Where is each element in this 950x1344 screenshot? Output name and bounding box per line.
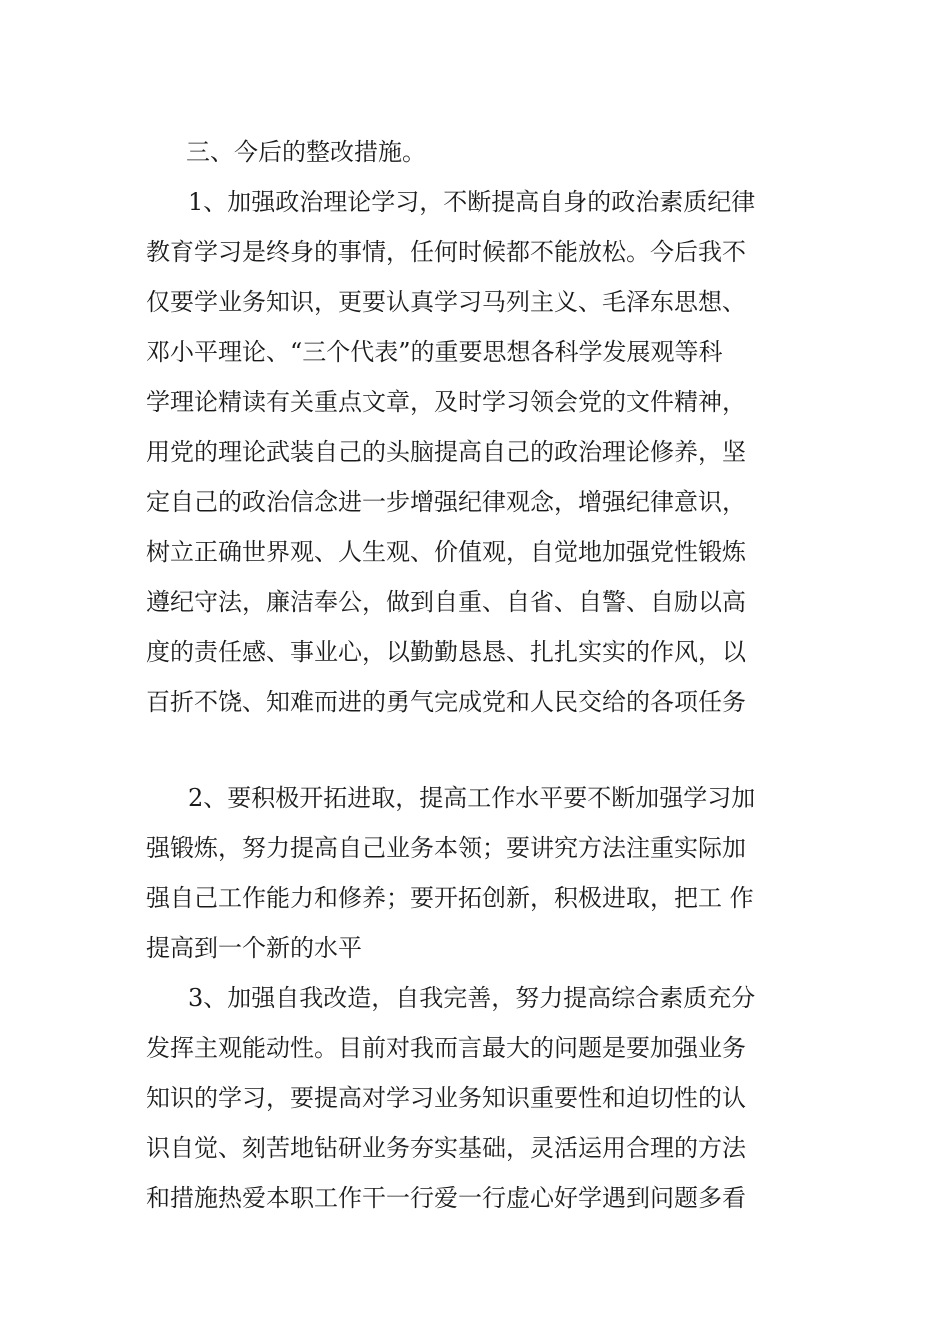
paragraph-2-line-2: 强锻炼，努力提高自己业务本领；要讲究方法注重实际加 (146, 834, 746, 862)
paragraph-1-line-9: 遵纪守法，廉洁奉公，做到自重、自省、自警、自励以高 (146, 588, 746, 616)
paragraph-2-line-1: 2、要积极开拓进取，提高工作水平要不断加强学习加 (188, 784, 756, 812)
paragraph-1-line-6: 用党的理论武装自己的头脑提高自己的政治理论修养，坚 (146, 438, 746, 466)
paragraph-1-line-4: 邓小平理论、“三个代表”的重要思想各科学发展观等科 (146, 338, 723, 366)
paragraph-2-line-4: 提高到一个新的水平 (146, 934, 362, 962)
paragraph-3-line-5: 和措施热爱本职工作干一行爱一行虚心好学遇到问题多看 (146, 1184, 746, 1212)
section-heading: 三、今后的整改措施。 (186, 138, 426, 166)
paragraph-1-line-2: 教育学习是终身的事情，任何时候都不能放松。今后我不 (146, 238, 746, 266)
paragraph-1-line-8: 树立正确世界观、人生观、价值观，自觉地加强党性锻炼 (146, 538, 746, 566)
paragraph-1-line-5: 学理论精读有关重点文章，及时学习领会党的文件精神， (146, 388, 746, 416)
paragraph-3-line-1: 3、加强自我改造，自我完善，努力提高综合素质充分 (188, 984, 756, 1012)
paragraph-3-line-4: 识自觉、刻苦地钻研业务夯实基础，灵活运用合理的方法 (146, 1134, 746, 1162)
paragraph-1-line-1: 1、加强政治理论学习，不断提高自身的政治素质纪律 (188, 188, 756, 216)
paragraph-3-line-2: 发挥主观能动性。目前对我而言最大的问题是要加强业务 (146, 1034, 746, 1062)
paragraph-1-line-7: 定自己的政治信念进一步增强纪律观念，增强纪律意识， (146, 488, 746, 516)
paragraph-1-line-11: 百折不饶、知难而进的勇气完成党和人民交给的各项任务 (146, 688, 746, 716)
paragraph-3-line-3: 知识的学习，要提高对学习业务知识重要性和迫切性的认 (146, 1084, 746, 1112)
paragraph-2-line-3: 强自己工作能力和修养；要开拓创新，积极进取，把工 作 (146, 884, 754, 912)
paragraph-1-line-3: 仅要学业务知识，更要认真学习马列主义、毛泽东思想、 (146, 288, 746, 316)
paragraph-1-line-10: 度的责任感、事业心，以勤勤恳恳、扎扎实实的作风，以 (146, 638, 746, 666)
